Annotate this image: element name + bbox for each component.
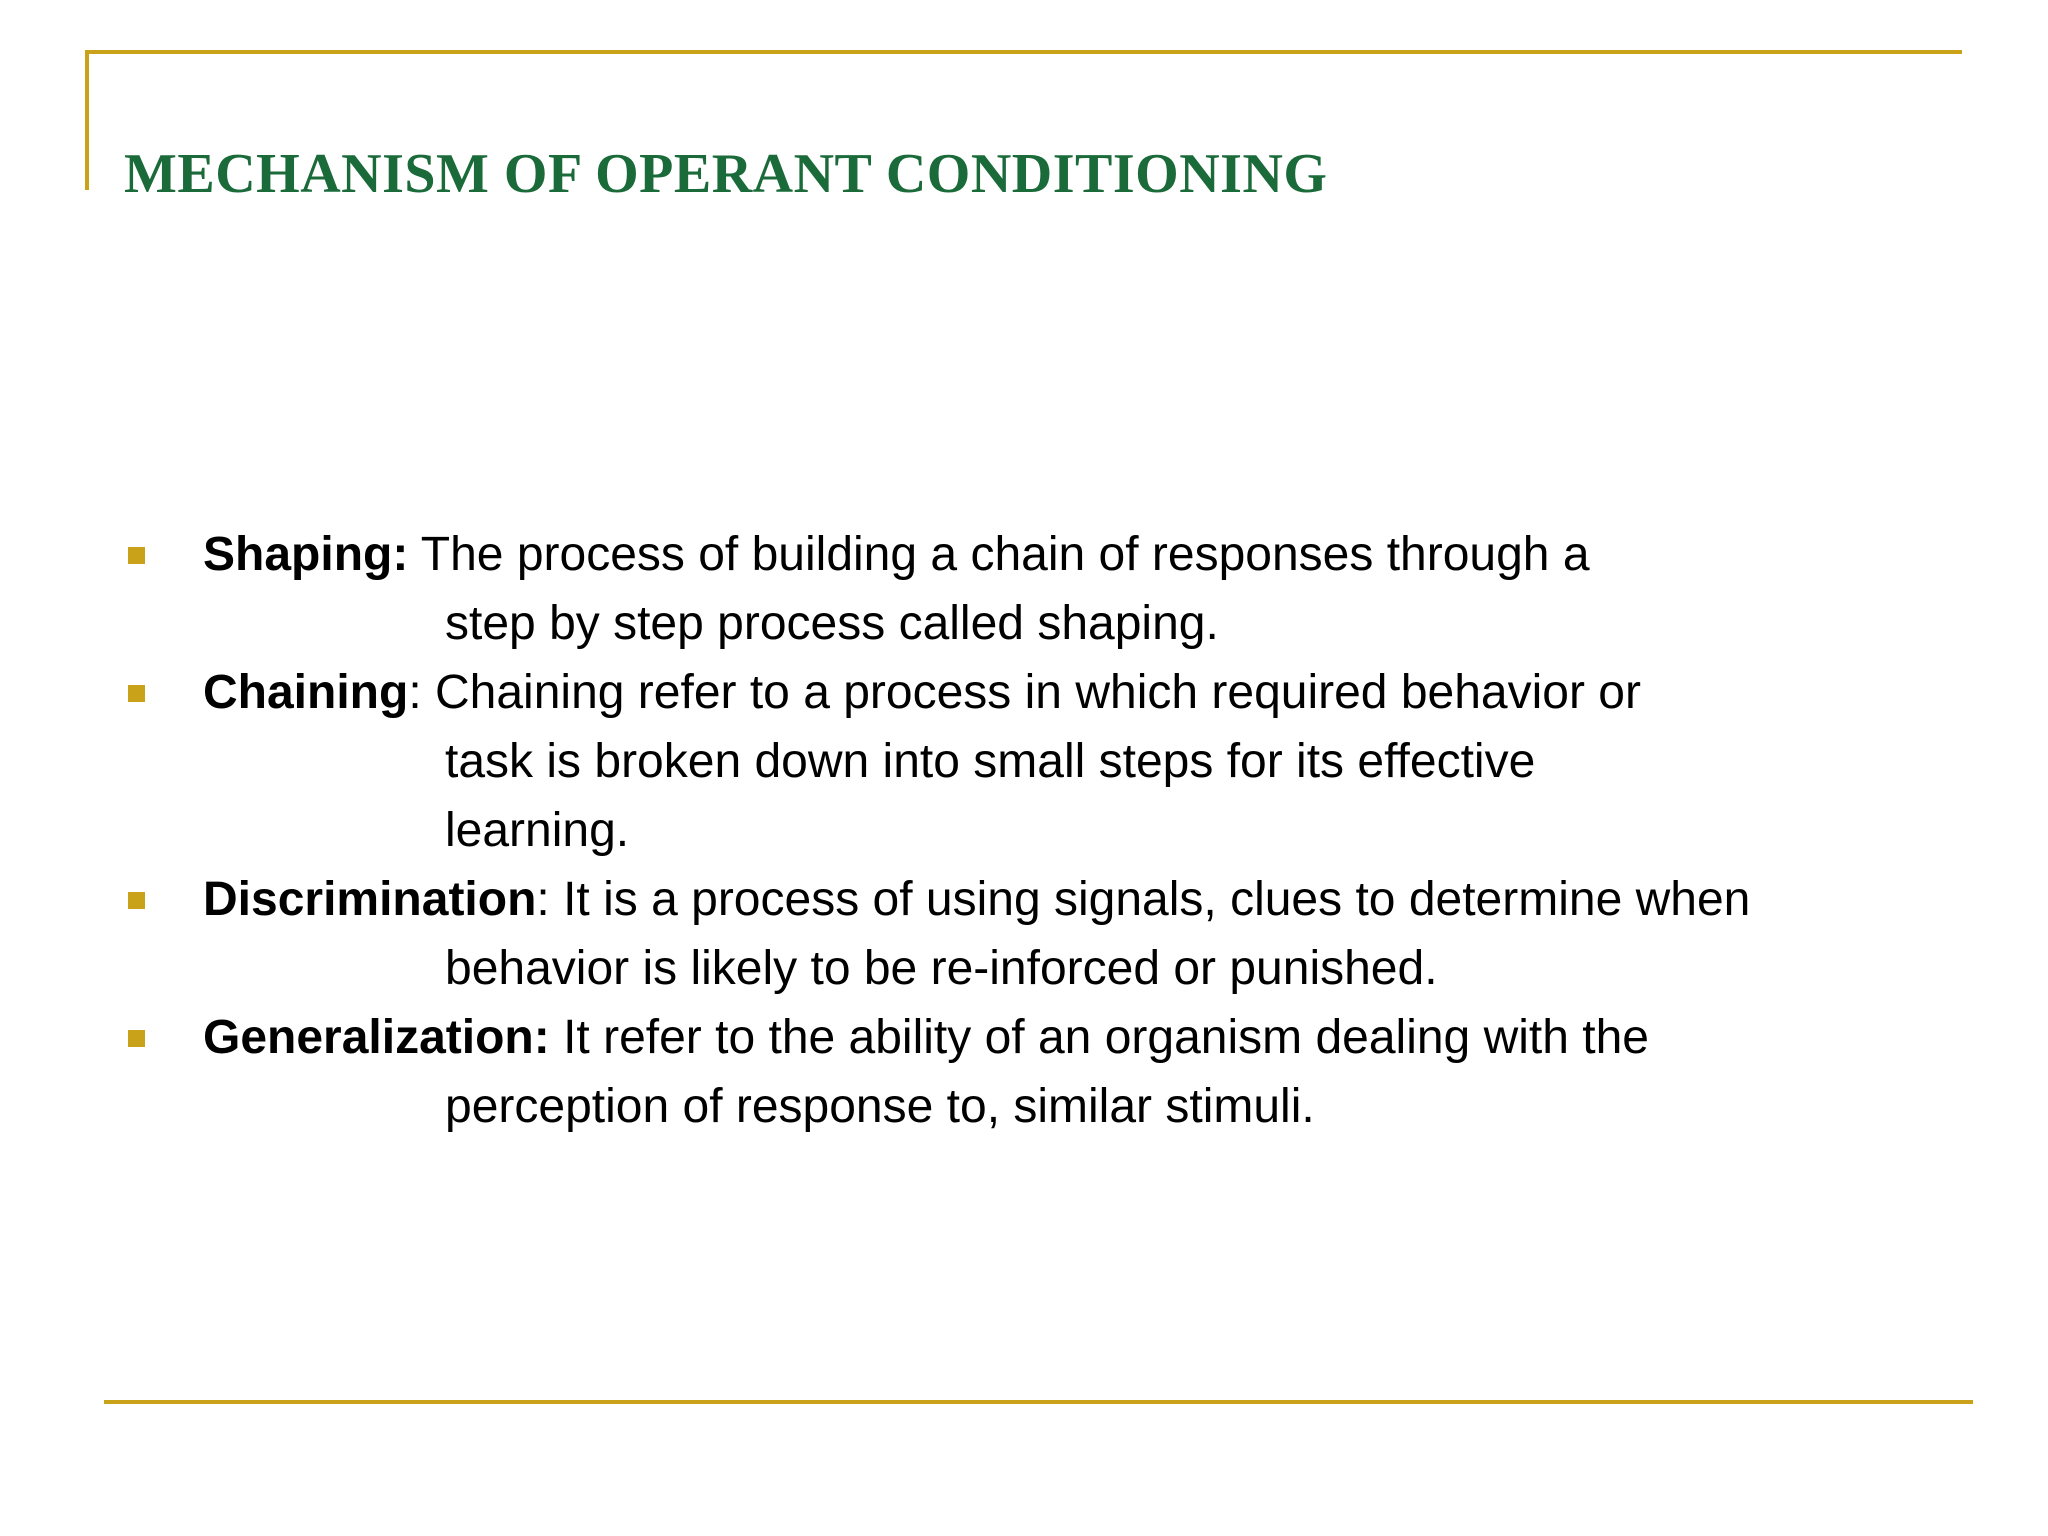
bullet-continuation: behavior is likely to be re-inforced or punished. <box>445 942 1438 995</box>
frame-left-rule <box>85 50 89 190</box>
slide-title: MECHANISM OF OPERANT CONDITIONING <box>124 143 1328 205</box>
bullet-continuation: step by step process called shaping. <box>445 597 1219 650</box>
bullet-continuation: perception of response to, similar stimuli. <box>445 1080 1315 1133</box>
bullet-item-generalization <box>0 1003 2048 1141</box>
bullet-continuation: learning. <box>445 804 630 857</box>
bullet-item-chaining <box>0 658 2048 865</box>
bullet-text: Chaining refer to a process in which required behavior or <box>421 666 1641 719</box>
bullet-first-line <box>0 658 2048 727</box>
bullet-term: Shaping: <box>203 528 409 581</box>
bullet-separator: : <box>536 873 550 926</box>
bullet-term: Generalization: <box>203 1011 550 1064</box>
bullet-text: The process of building a chain of responses through a <box>408 528 1590 581</box>
frame-top-rule <box>85 50 1962 54</box>
square-bullet-icon <box>128 547 145 564</box>
bullet-list <box>0 520 2048 1141</box>
bullet-term: Chaining <box>203 666 409 719</box>
bullet-continuation: task is broken down into small steps for its effective <box>445 735 1536 788</box>
square-bullet-icon <box>128 1030 145 1047</box>
bullet-separator: : <box>408 666 422 719</box>
footer-rule <box>104 1400 1973 1404</box>
bullet-text: It is a process of using signals, clues to determine when <box>549 873 1751 926</box>
bullet-first-line <box>0 865 2048 934</box>
bullet-term: Discrimination <box>203 873 537 926</box>
square-bullet-icon <box>128 685 145 702</box>
bullet-item-shaping <box>0 520 2048 658</box>
bullet-first-line <box>0 1003 2048 1072</box>
bullet-item-discrimination <box>0 865 2048 1003</box>
bullet-text: It refer to the ability of an organism dealing with the <box>549 1011 1649 1064</box>
bullet-first-line <box>0 520 2048 589</box>
square-bullet-icon <box>128 892 145 909</box>
